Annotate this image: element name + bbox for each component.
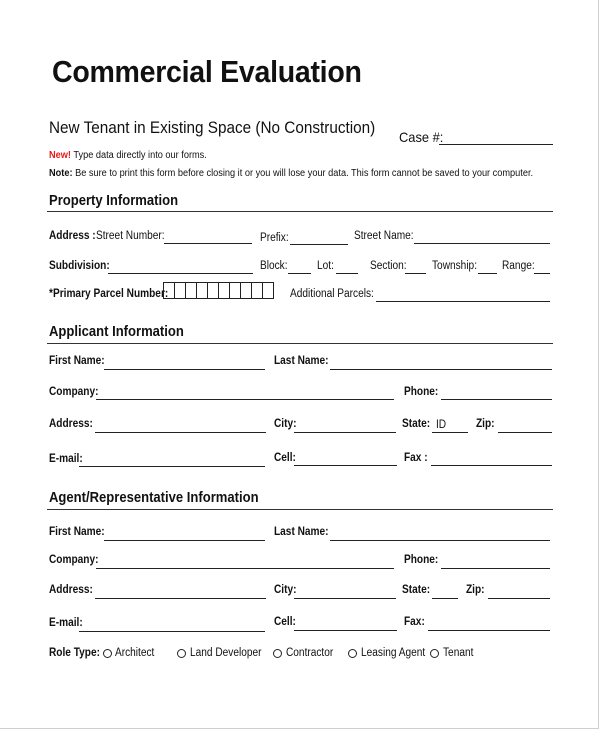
applicant-phone-label: Phone: bbox=[404, 386, 439, 398]
applicant-city-field[interactable] bbox=[294, 432, 396, 433]
case-number-field[interactable] bbox=[439, 144, 553, 145]
applicant-city-label: City: bbox=[274, 418, 297, 430]
role-option-label: Architect bbox=[115, 647, 155, 659]
range-field[interactable] bbox=[534, 273, 550, 274]
street-number-field[interactable] bbox=[164, 243, 252, 244]
agent-fax-label: Fax: bbox=[404, 616, 425, 628]
agent-phone-label: Phone: bbox=[404, 554, 439, 566]
applicant-address-field[interactable] bbox=[95, 432, 266, 433]
section-divider bbox=[47, 343, 553, 344]
agent-last-name-label: Last Name: bbox=[274, 526, 329, 538]
applicant-state-field[interactable] bbox=[432, 432, 468, 433]
role-option-label: Leasing Agent bbox=[361, 647, 426, 659]
applicant-phone-field[interactable] bbox=[441, 399, 552, 400]
street-number-label: Street Number: bbox=[96, 230, 165, 242]
applicant-state-value[interactable]: ID bbox=[436, 419, 447, 431]
property-section-heading: Property Information bbox=[49, 193, 179, 209]
applicant-last-name-field[interactable] bbox=[330, 369, 552, 370]
role-radio-architect[interactable] bbox=[103, 649, 112, 658]
additional-parcels-field[interactable] bbox=[376, 301, 550, 302]
street-name-label: Street Name: bbox=[354, 230, 414, 242]
applicant-address-label: Address: bbox=[49, 418, 93, 430]
township-field[interactable] bbox=[478, 273, 497, 274]
agent-fax-field[interactable] bbox=[428, 630, 550, 631]
role-radio-leasing-agent[interactable] bbox=[348, 649, 357, 658]
digit-box[interactable] bbox=[262, 282, 274, 299]
agent-cell-field[interactable] bbox=[294, 630, 397, 631]
subdivision-field[interactable] bbox=[108, 273, 253, 274]
new-text: Type data directly into our forms. bbox=[70, 150, 207, 161]
role-radio-tenant[interactable] bbox=[430, 649, 439, 658]
applicant-first-name-label: First Name: bbox=[49, 355, 105, 367]
applicant-fax-label: Fax : bbox=[404, 452, 428, 464]
section-label: Section: bbox=[370, 260, 407, 272]
note-label: Note: bbox=[49, 168, 73, 179]
lot-field[interactable] bbox=[336, 273, 358, 274]
agent-first-name-label: First Name: bbox=[49, 526, 105, 538]
role-radio-land-developer[interactable] bbox=[177, 649, 186, 658]
applicant-zip-field[interactable] bbox=[498, 432, 552, 433]
prefix-label: Prefix: bbox=[260, 232, 289, 244]
street-name-field[interactable] bbox=[414, 243, 550, 244]
applicant-email-label: E-mail: bbox=[49, 453, 83, 465]
agent-company-field[interactable] bbox=[96, 568, 394, 569]
block-label: Block: bbox=[260, 260, 288, 272]
agent-state-field[interactable] bbox=[432, 598, 458, 599]
applicant-state-label: State: bbox=[402, 418, 431, 430]
agent-zip-field[interactable] bbox=[488, 598, 550, 599]
applicant-zip-label: Zip: bbox=[476, 418, 495, 430]
agent-state-label: State: bbox=[402, 584, 431, 596]
block-field[interactable] bbox=[288, 273, 311, 274]
subdivision-label: Subdivision: bbox=[49, 260, 110, 272]
applicant-company-label: Company: bbox=[49, 386, 99, 398]
role-radio-contractor[interactable] bbox=[273, 649, 282, 658]
new-notice bbox=[49, 150, 207, 161]
role-type-label: Role Type: bbox=[49, 647, 100, 659]
new-label: New! bbox=[49, 150, 71, 161]
applicant-email-field[interactable] bbox=[79, 466, 265, 467]
primary-parcel-input[interactable] bbox=[163, 282, 273, 299]
role-option-label: Land Developer bbox=[190, 647, 262, 659]
applicant-last-name-label: Last Name: bbox=[274, 355, 329, 367]
range-label: Range: bbox=[502, 260, 535, 272]
prefix-field[interactable] bbox=[290, 244, 348, 245]
agent-first-name-field[interactable] bbox=[104, 540, 265, 541]
case-number-label: Case #: bbox=[399, 129, 444, 145]
agent-email-label: E-mail: bbox=[49, 617, 83, 629]
township-label: Township: bbox=[432, 260, 478, 272]
applicant-company-field[interactable] bbox=[96, 399, 394, 400]
form-subtitle: New Tenant in Existing Space (No Construction) bbox=[49, 118, 376, 137]
agent-company-label: Company: bbox=[49, 554, 99, 566]
applicant-fax-field[interactable] bbox=[431, 465, 552, 466]
agent-address-field[interactable] bbox=[95, 598, 266, 599]
agent-section-heading: Agent/Representative Information bbox=[49, 490, 259, 506]
address-label: Address : bbox=[49, 230, 96, 242]
section-divider bbox=[47, 211, 553, 212]
agent-last-name-field[interactable] bbox=[330, 540, 550, 541]
additional-parcels-label: Additional Parcels: bbox=[290, 288, 374, 300]
applicant-cell-label: Cell: bbox=[274, 452, 296, 464]
lot-label: Lot: bbox=[317, 260, 334, 272]
applicant-cell-field[interactable] bbox=[294, 465, 397, 466]
agent-phone-field[interactable] bbox=[441, 568, 550, 569]
agent-zip-label: Zip: bbox=[466, 584, 485, 596]
page-title: Commercial Evaluation bbox=[52, 54, 362, 89]
applicant-first-name-field[interactable] bbox=[104, 369, 265, 370]
section-field[interactable] bbox=[405, 273, 426, 274]
print-note bbox=[49, 168, 533, 179]
role-option-label: Contractor bbox=[286, 647, 334, 659]
agent-email-field[interactable] bbox=[79, 631, 265, 632]
agent-city-field[interactable] bbox=[294, 598, 396, 599]
agent-cell-label: Cell: bbox=[274, 616, 296, 628]
applicant-section-heading: Applicant Information bbox=[49, 324, 184, 340]
primary-parcel-label: *Primary Parcel Number: bbox=[49, 288, 169, 300]
section-divider bbox=[47, 509, 553, 510]
agent-address-label: Address: bbox=[49, 584, 93, 596]
agent-city-label: City: bbox=[274, 584, 297, 596]
note-text: Be sure to print this form before closing it or you will lose your data. This form cannot be saved to your computer. bbox=[72, 168, 534, 179]
role-option-label: Tenant bbox=[443, 647, 474, 659]
